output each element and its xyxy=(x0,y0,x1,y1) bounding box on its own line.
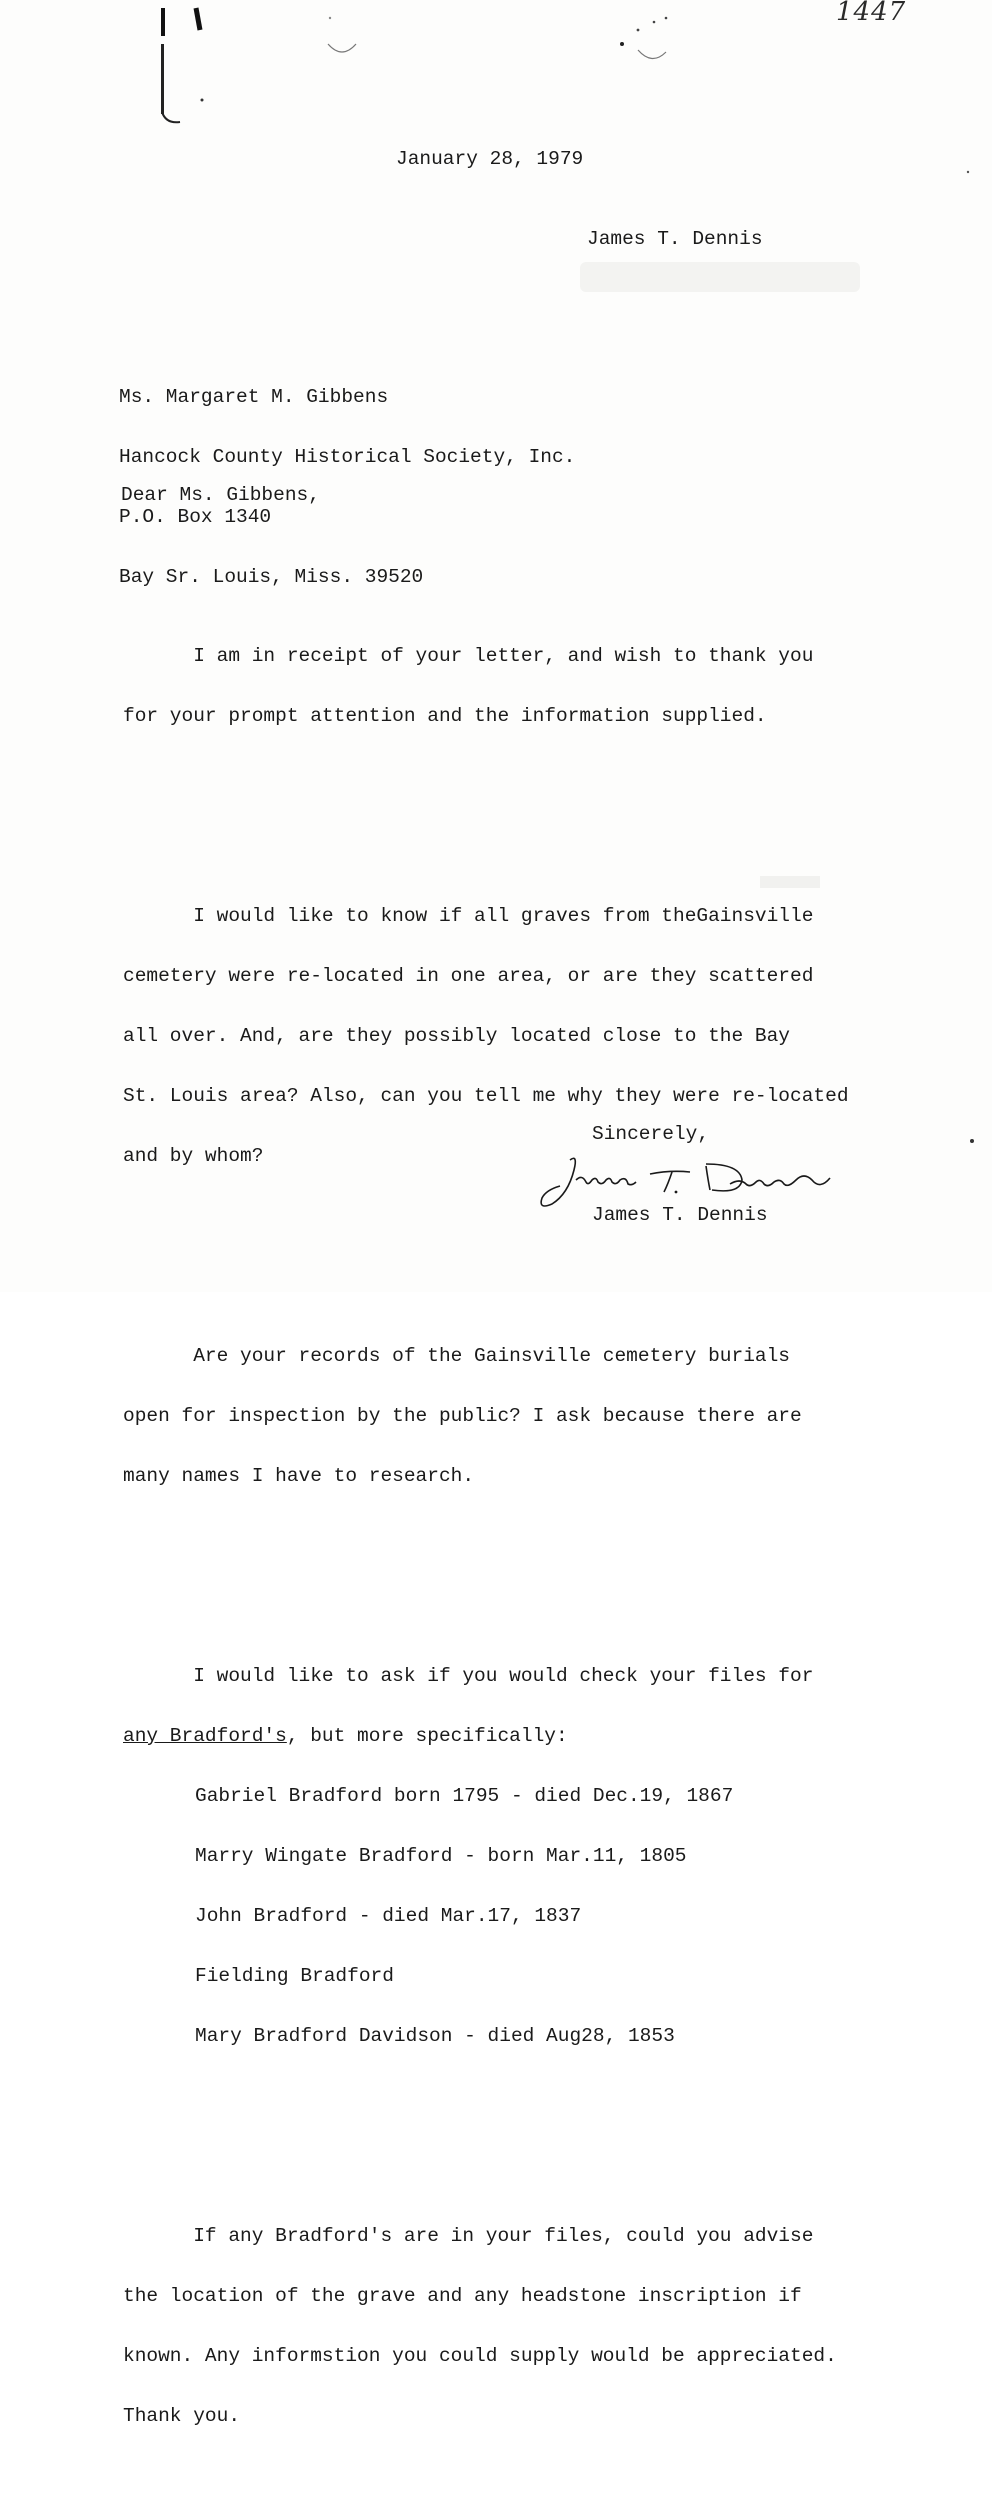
recipient-line: Ms. Margaret M. Gibbens xyxy=(119,386,389,408)
name-list-item: Fielding Bradford xyxy=(195,1965,394,1987)
body-line: the location of the grave and any headstone inscription if xyxy=(123,2285,802,2307)
body-line: Are your records of the Gainsville cemetery burials xyxy=(123,1345,791,1367)
name-list-item: Gabriel Bradford born 1795 - died Dec.19, 1867 xyxy=(195,1785,734,1807)
letter-body xyxy=(123,566,849,2506)
underlined-phrase: any Bradford's xyxy=(123,1725,287,1747)
name-list-item: Marry Wingate Bradford - born Mar.11, 1805 xyxy=(195,1845,687,1867)
body-line: and by whom? xyxy=(123,1145,264,1167)
closing: Sincerely, xyxy=(592,1123,710,1145)
body-line: St. Louis area? Also, can you tell me why they were re-located xyxy=(123,1085,849,1107)
paragraph-4 xyxy=(123,1626,849,2086)
body-line: all over. And, are they possibly located close to the Bay xyxy=(123,1025,791,1047)
body-line: I would like to know if all graves from theGainsville xyxy=(123,905,814,927)
name-list-item: Mary Bradford Davidson - died Aug28, 1853 xyxy=(195,2025,675,2047)
paragraph-3 xyxy=(123,1306,849,1526)
letter-date: January 28, 1979 xyxy=(396,148,584,170)
paragraph-1 xyxy=(123,606,849,766)
body-line: open for inspection by the public? I ask because there are xyxy=(123,1405,802,1427)
salutation: Dear Ms. Gibbens, xyxy=(121,484,320,506)
body-line: Thank you. xyxy=(123,2405,241,2427)
body-line: many names I have to research. xyxy=(123,1465,475,1487)
recipient-line: P.O. Box 1340 xyxy=(119,506,272,528)
sender-name-header: James T. Dennis xyxy=(587,228,763,250)
body-line: I am in receipt of your letter, and wish to thank you xyxy=(123,645,814,667)
recipient-line: Hancock County Historical Society, Inc. xyxy=(119,446,576,468)
recipient-line: Bay Sr. Louis, Miss. 39520 xyxy=(119,566,424,588)
body-line: cemetery were re-located in one area, or are they scattered xyxy=(123,965,814,987)
paragraph-5 xyxy=(123,2186,849,2466)
printed-name: James T. Dennis xyxy=(592,1204,768,1226)
body-line: I would like to ask if you would check your files for xyxy=(123,1665,814,1687)
name-list-item: John Bradford - died Mar.17, 1837 xyxy=(195,1905,582,1927)
body-line: If any Bradford's are in your files, could you advise xyxy=(123,2225,814,2247)
body-line xyxy=(123,1726,849,1746)
body-line: for your prompt attention and the information supplied. xyxy=(123,705,767,727)
archive-number: 1447 xyxy=(836,0,907,27)
body-line-rest: , but more specifically: xyxy=(286,1725,568,1747)
body-line: known. Any informstion you could supply would be appreciated. xyxy=(123,2345,837,2367)
